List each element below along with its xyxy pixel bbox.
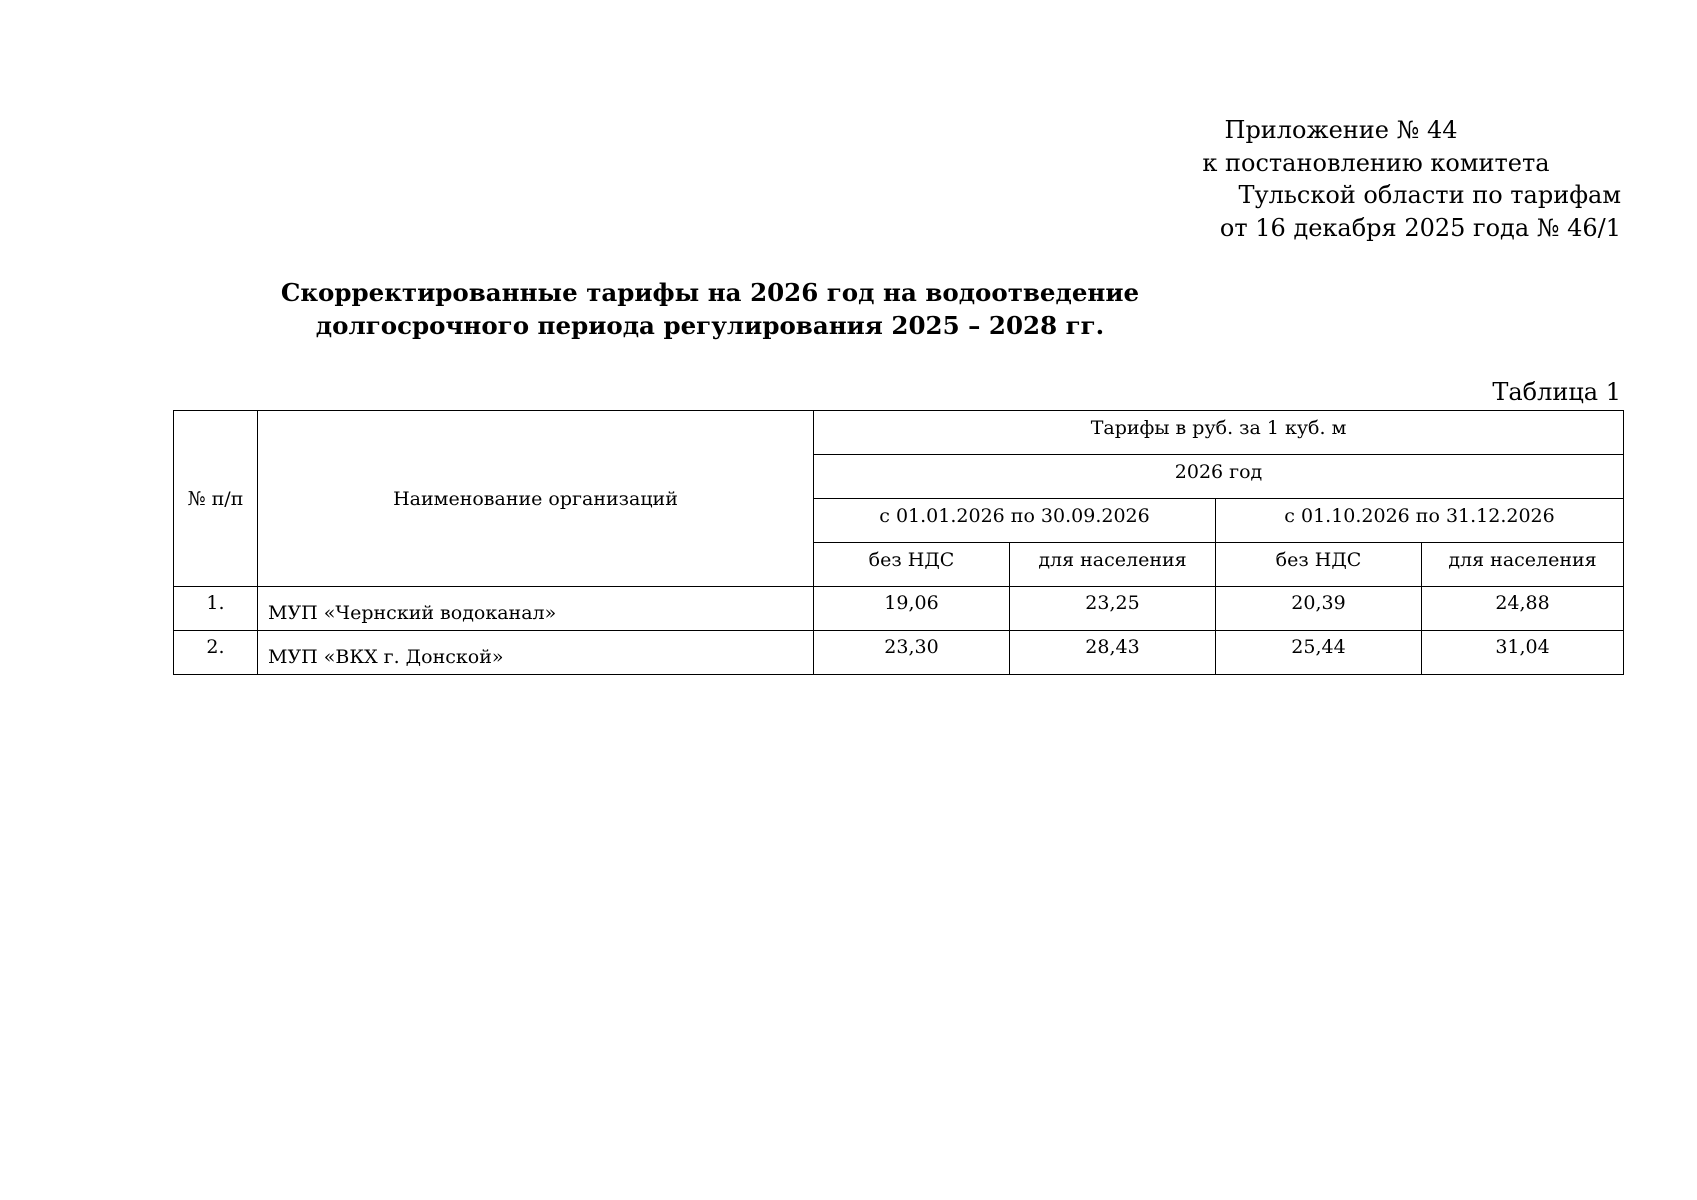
appendix-resolution-ref: к постановлению комитета [1202,148,1550,177]
row-p2-no-vat: 25,44 [1216,631,1422,675]
row-p1-population: 23,25 [1010,587,1216,631]
table-label: Таблица 1 [1492,378,1621,406]
row-p2-population: 24,88 [1422,587,1624,631]
row-p2-population: 31,04 [1422,631,1624,675]
header-year: 2026 год [814,455,1624,499]
row-number: 1. [174,587,258,631]
row-p1-population: 28,43 [1010,631,1216,675]
header-p1-no-vat: без НДС [814,543,1010,587]
row-organization: МУП «ВКХ г. Донской» [258,631,814,675]
row-organization: МУП «Чернский водоканал» [258,587,814,631]
header-period-1: с 01.01.2026 по 30.09.2026 [814,499,1216,543]
header-tariffs: Тарифы в руб. за 1 куб. м [814,411,1624,455]
header-number: № п/п [174,411,258,587]
table-row [174,587,1624,631]
header-period-2: с 01.10.2026 по 31.12.2026 [1216,499,1624,543]
row-p2-no-vat: 20,39 [1216,587,1422,631]
appendix-reference [1101,114,1621,244]
row-number: 2. [174,631,258,675]
title-line-2: долгосрочного периода регулирования 2025 – 2028 гг. [315,310,1105,340]
table-row [174,631,1624,675]
title-line-1: Скорректированные тарифы на 2026 год на водоотведение [280,278,1140,307]
header-p2-no-vat: без НДС [1216,543,1422,587]
header-p1-population: для населения [1010,543,1216,587]
row-p1-no-vat: 19,06 [814,587,1010,631]
row-p1-no-vat: 23,30 [814,631,1010,675]
tariff-table [173,410,1624,675]
document-title [0,277,1420,342]
appendix-number: Приложение № 44 [1224,116,1458,144]
header-p2-population: для населения [1422,543,1624,587]
appendix-date-number: от 16 декабря 2025 года № 46/1 [1219,213,1621,242]
appendix-committee: Тульской области по тарифам [1238,181,1621,209]
header-row-1 [174,411,1624,455]
header-organization: Наименование организаций [258,411,814,587]
